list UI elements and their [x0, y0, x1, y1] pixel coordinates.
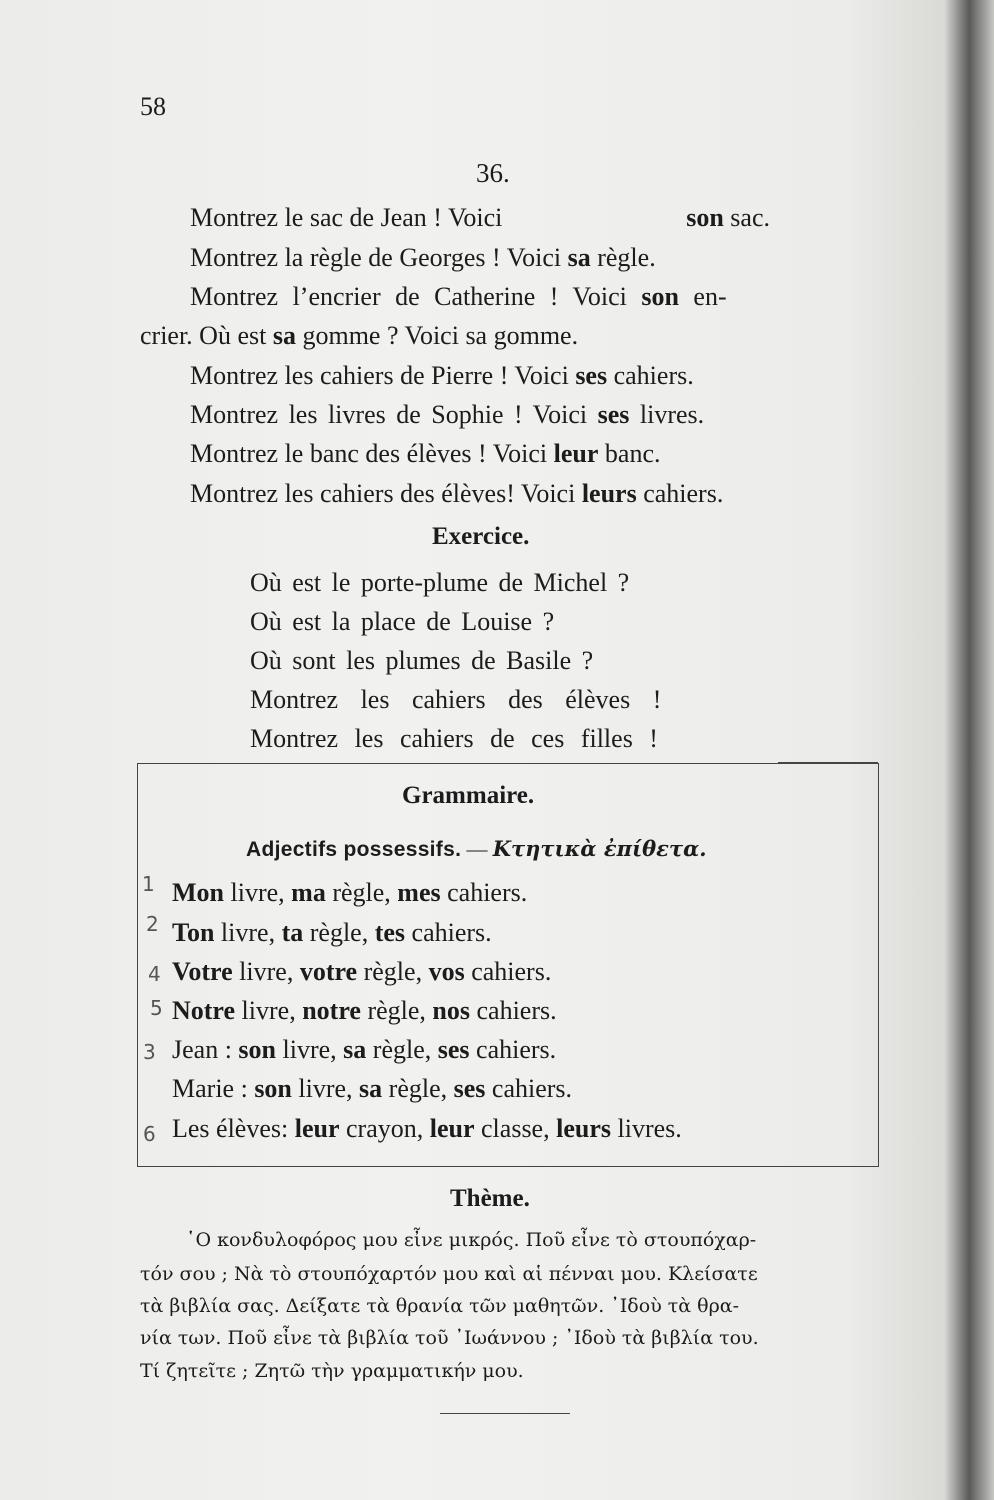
margin-mark: 3	[143, 1040, 156, 1064]
grammar-line: Jean : son livre, sa règle, ses cahiers.	[172, 1035, 557, 1064]
theme-line: τὰ βιβλία σας. Δείξατε τὰ θρανία τῶν μαθητῶν. ᾿Ιδοὺ τὰ θρα-	[140, 1295, 740, 1317]
margin-mark: 4	[148, 962, 161, 986]
theme-line: νία των. Ποῦ εἶνε τὰ βιβλία τοῦ ᾿Ιωάννου ; ᾿Ιδοὺ τὰ βιβλία του.	[140, 1327, 759, 1349]
grammar-line: Mon livre, ma règle, mes cahiers.	[172, 878, 528, 907]
theme-line: Τί ζητεῖτε ; Ζητῶ τὴν γραμματικήν μου.	[140, 1360, 524, 1382]
reading-line: Montrez l’encrier de Catherine ! Voici son en-	[190, 282, 727, 311]
margin-mark: 6	[143, 1122, 156, 1146]
exercise-line: Montrez les cahiers de ces filles !	[250, 724, 658, 753]
reading-line: Montrez les cahiers de Pierre ! Voici ses cahiers.	[190, 361, 694, 390]
grammar-subtitle: Adjectifs possessifs. — Κτητικὰ ἐπίθετα.	[246, 836, 707, 861]
grammar-line: Ton livre, ta règle, tes cahiers.	[172, 918, 492, 947]
page-number: 58	[140, 92, 166, 121]
exercise-line: Où est le porte-plume de Michel ?	[250, 568, 630, 597]
exercise-heading: Exercice.	[432, 523, 530, 550]
reading-line: Montrez les cahiers des élèves! Voici leurs cahiers.	[190, 479, 724, 508]
margin-mark: 2	[146, 912, 159, 936]
lesson-number: 36.	[476, 158, 510, 188]
grammar-line: Votre livre, votre règle, vos cahiers.	[172, 957, 552, 986]
margin-mark: 5	[150, 996, 163, 1020]
grammar-line: Les élèves: leur crayon, leur classe, leurs livres.	[172, 1114, 682, 1143]
theme-heading: Thème.	[450, 1185, 530, 1212]
reading-line: Montrez la règle de Georges ! Voici sa règle.	[190, 243, 656, 272]
reading-line: Montrez le banc des élèves ! Voici leur banc.	[190, 439, 661, 468]
reading-line: crier. Où est sa gomme ? Voici sa gomme.	[140, 321, 579, 350]
theme-line: ῾Ο κονδυλοφόρος μου εἶνε μικρός. Ποῦ εἶνε τὸ στουπόχαρ-	[186, 1229, 757, 1251]
exercise-line: Où est la place de Louise ?	[250, 607, 555, 636]
exercise-line: Où sont les plumes de Basile ?	[250, 646, 594, 675]
exercise-line: Montrez les cahiers des élèves !	[250, 685, 662, 714]
grammar-line: Marie : son livre, sa règle, ses cahiers.	[172, 1074, 573, 1103]
reading-line: Montrez les livres de Sophie ! Voici ses livres.	[190, 400, 705, 429]
margin-mark: 1	[142, 872, 155, 896]
theme-line: τόν σου ; Νὰ τὸ στουπόχαρτόν μου καὶ αἱ πένναι μου. Κλείσατε	[140, 1263, 758, 1285]
end-rule	[440, 1413, 570, 1414]
grammar-line: Notre livre, notre règle, nos cahiers.	[172, 996, 557, 1025]
grammar-heading: Grammaire.	[402, 782, 535, 809]
reading-line: Montrez le sac de Jean ! Voici son sac.	[190, 203, 770, 232]
